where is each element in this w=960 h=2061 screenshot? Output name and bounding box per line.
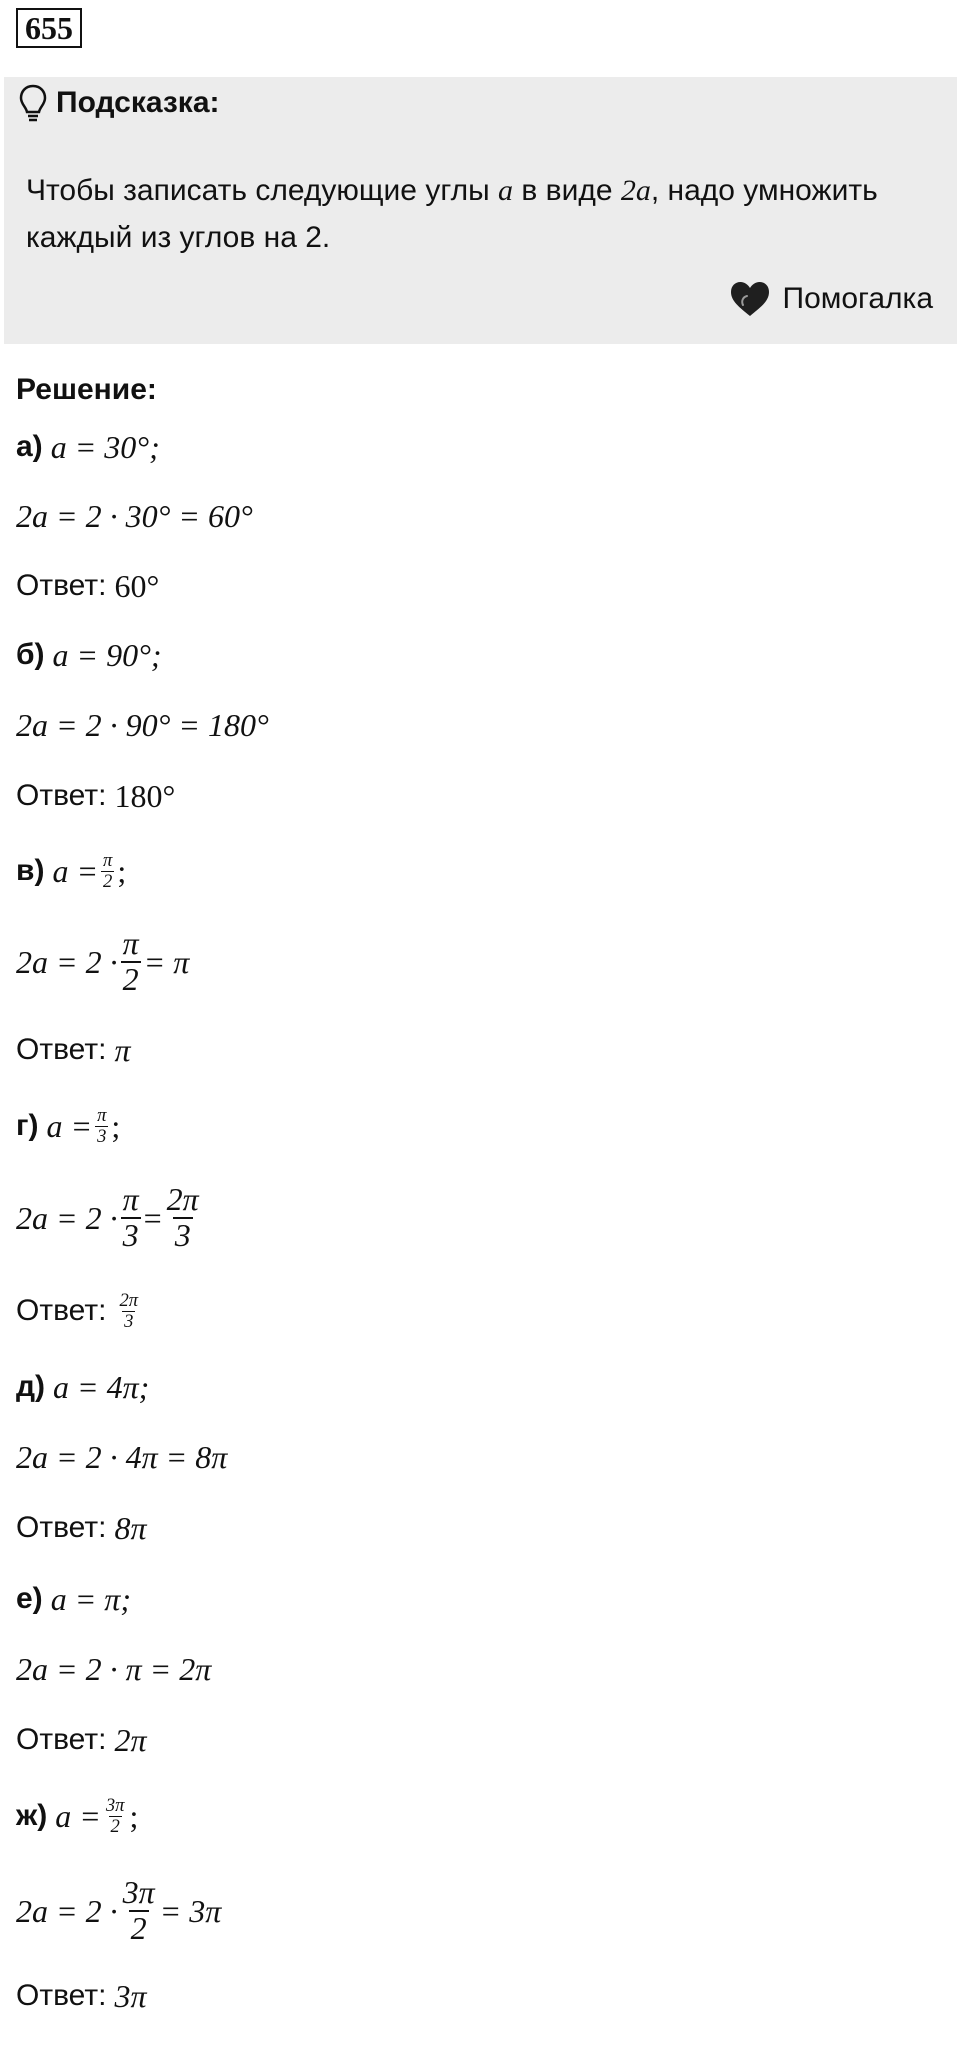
part-zh-given: ж) a = $\frac{3\pi}{2}$ ; <box>16 1794 139 1837</box>
part-g-answer: Ответ: $\frac{2\pi}{3}$ <box>16 1289 139 1332</box>
part-v-calc: 2a = 2 · $\frac{\pi}{2}$ = π <box>16 925 190 997</box>
part-zh-answer: Ответ: 3π <box>16 1977 147 2014</box>
hint-title-text: Подсказка: <box>56 86 220 119</box>
fraction: $\frac{3\pi}{2}$ <box>105 1794 125 1837</box>
part-d-given: д) a = 4π; <box>16 1368 150 1405</box>
part-e-answer: Ответ: 2π <box>16 1721 147 1758</box>
part-b-given: б) a = 90°; <box>16 636 162 673</box>
hint-box <box>4 77 957 344</box>
hint-text: Чтобы записать следующие углы a в виде 2a, надо умножить каждый из углов на 2. <box>26 174 878 254</box>
fraction: $\frac{\pi}{2}$ <box>122 925 139 997</box>
part-b-calc: 2a = 2 · 90° = 180° <box>16 706 269 743</box>
part-a-answer: Ответ: 60° <box>16 567 160 604</box>
fraction: $\frac{\pi}{3}$ <box>122 1181 139 1253</box>
helper-label[interactable]: Помогалка <box>782 282 933 315</box>
fraction: $\frac{\pi}{3}$ <box>97 1104 107 1147</box>
solution <box>16 366 936 2026</box>
part-zh-calc: 2a = 2 · $\frac{3\pi}{2}$ = 3π <box>16 1874 222 1946</box>
solution-title: Решение: <box>16 373 157 406</box>
lightbulb-icon <box>18 83 48 123</box>
part-a-given: а) a = 30°; <box>16 428 160 465</box>
part-b-answer: Ответ: 180° <box>16 777 176 814</box>
hint-title <box>18 83 220 123</box>
helper-link[interactable] <box>729 280 934 318</box>
part-d-calc: 2a = 2 · 4π = 8π <box>16 1438 228 1475</box>
fraction: $\frac{\pi}{2}$ <box>103 849 113 892</box>
fraction: $\frac{3\pi}{2}$ <box>122 1874 155 1946</box>
part-g-given: г) a = $\frac{\pi}{3}$ ; <box>16 1104 121 1147</box>
part-e-calc: 2a = 2 · π = 2π <box>16 1650 212 1687</box>
part-a-calc: 2a = 2 · 30° = 60° <box>16 497 253 534</box>
part-v-answer: Ответ: π <box>16 1031 131 1068</box>
part-g-calc: 2a = 2 · $\frac{\pi}{3}$ = $\frac{2\pi}{3}$ <box>16 1181 199 1253</box>
part-d-answer: Ответ: 8π <box>16 1509 147 1546</box>
part-v-given: в) a = $\frac{\pi}{2}$ ; <box>16 849 127 892</box>
part-e-given: е) a = π; <box>16 1580 131 1617</box>
fraction: $\frac{2\pi}{3}$ <box>166 1181 199 1253</box>
heart-icon <box>729 280 771 318</box>
task-number: 655 <box>16 8 82 48</box>
fraction: $\frac{2\pi}{3}$ <box>119 1289 139 1332</box>
